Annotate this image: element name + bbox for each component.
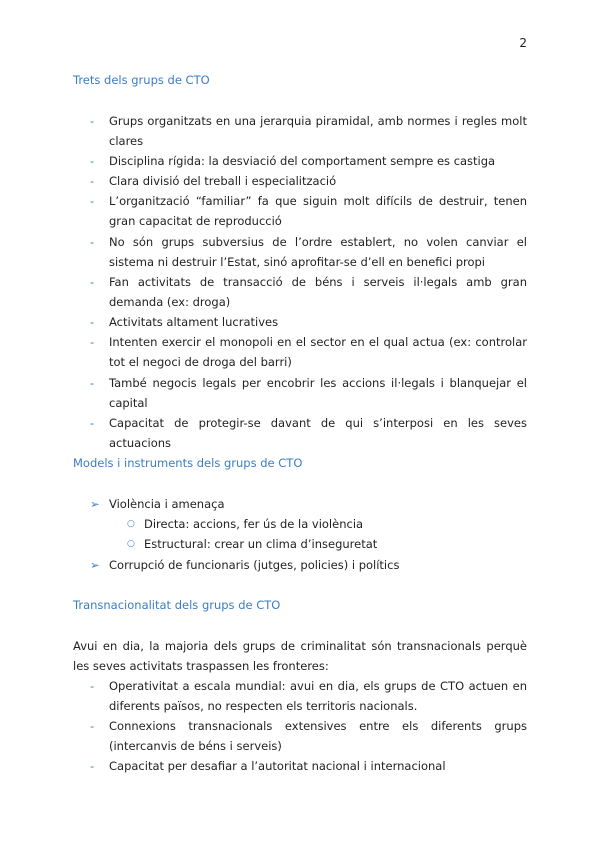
list-item	[90, 151, 527, 171]
list-item-text: Operativitat a escala mundial: avui en dia, els grups de CTO actuen en diferents països, no respecten els territoris nacionals.	[109, 679, 527, 713]
list-item-text: Clara divisió del treball i especialització	[109, 174, 337, 188]
dash-bullet: -	[90, 114, 95, 128]
dash-bullet: -	[90, 194, 95, 208]
intro-paragraph: Avui en dia, la majoria dels grups de criminalitat són transnacionals perquè les seves activitats traspassen les fronteres:	[73, 639, 527, 673]
list-item-text: Capacitat per desafiar a l’autoritat nacional i internacional	[109, 759, 446, 773]
dash-bullet: -	[90, 315, 95, 329]
dash-bullet: -	[90, 235, 95, 249]
list-item	[90, 272, 527, 312]
dash-bullet: -	[90, 679, 95, 693]
dash-bullet: -	[90, 416, 95, 430]
list-item	[90, 494, 527, 514]
arrow-bullet-icon: ➢	[90, 558, 100, 572]
list-item-text: També negocis legals per encobrir les accions il·legals i blanquejar el capital	[109, 376, 527, 410]
list-item-text: No són grups subversius de l’ordre establert, no volen canviar el sistema ni destruir l’Estat, sinó aprofitar-se d’ell en benefici propi	[109, 235, 527, 269]
circle-bullet-icon: ○	[127, 519, 135, 529]
dash-bullet: -	[90, 759, 95, 773]
dash-bullet: -	[90, 154, 95, 168]
list-item	[90, 716, 527, 756]
dash-bullet: -	[90, 275, 95, 289]
list-item	[90, 191, 527, 231]
list-item	[90, 332, 527, 372]
list-item-text: L’organització “familiar” fa que siguin molt difícils de destruir, tenen gran capacitat de reproducció	[109, 194, 527, 228]
list-item-text: Fan activitats de transacció de béns i serveis il·legals amb gran demanda (ex: droga)	[109, 275, 527, 309]
list-item	[90, 676, 527, 716]
arrow-bullet-icon: ➢	[90, 497, 100, 511]
section-heading-transnationality: Transnacionalitat dels grups de CTO	[73, 598, 281, 612]
dash-bullet: -	[90, 174, 95, 188]
list-item-text: Directa: accions, fer ús de la violència	[144, 517, 364, 531]
dash-bullet: -	[90, 376, 95, 390]
list-item	[90, 413, 527, 453]
list-item-text: Violència i amenaça	[109, 497, 225, 511]
dash-bullet: -	[90, 719, 95, 733]
list-item	[90, 555, 527, 575]
list-item	[90, 111, 527, 151]
dash-bullet: -	[90, 335, 95, 349]
list-item	[90, 232, 527, 272]
list-item-text: Grups organitzats en una jerarquia piramidal, amb normes i regles molt clares	[109, 114, 527, 148]
list-item	[90, 171, 527, 191]
sub-list-item	[127, 534, 527, 554]
section-heading-models: Models i instruments dels grups de CTO	[73, 456, 303, 470]
list-item-text: Intenten exercir el monopoli en el sector en el qual actua (ex: controlar tot el negoci de droga del barri)	[109, 335, 527, 369]
sub-list-item	[127, 514, 527, 534]
list-item-text: Activitats altament lucratives	[109, 315, 279, 329]
page-number: 2	[519, 36, 527, 50]
list-item	[90, 756, 527, 776]
list-item-text: Estructural: crear un clima d’inseguretat	[144, 537, 378, 551]
list-item	[90, 373, 527, 413]
list-item-text: Capacitat de protegir-se davant de qui s’interposi en les seves actuacions	[109, 416, 527, 450]
list-item-text: Disciplina rígida: la desviació del comportament sempre es castiga	[109, 154, 496, 168]
list-item-text: Connexions transnacionals extensives entre els diferents grups (intercanvis de béns i serveis)	[109, 719, 527, 753]
list-item-text: Corrupció de funcionaris (jutges, policies) i polítics	[109, 558, 400, 572]
section-heading-traits: Trets dels grups de CTO	[73, 73, 210, 87]
list-item	[90, 312, 527, 332]
circle-bullet-icon: ○	[127, 539, 135, 549]
